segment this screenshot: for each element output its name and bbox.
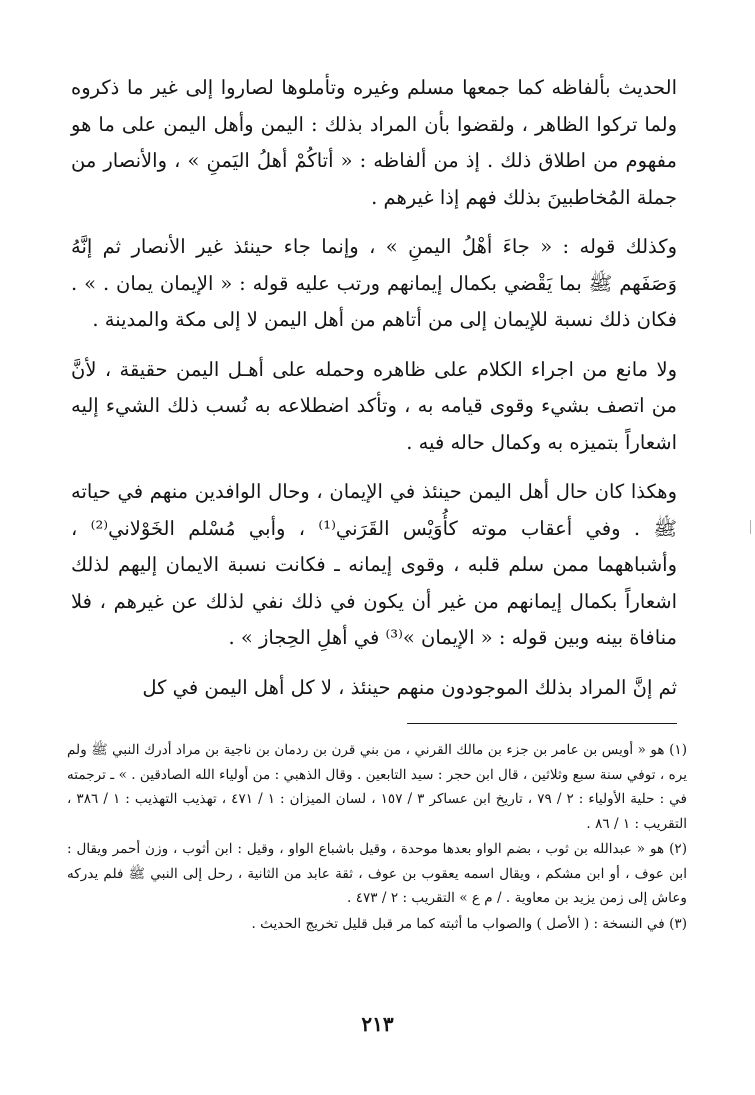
footnote-separator: [407, 723, 677, 724]
footnotes: [67, 738, 687, 937]
paragraph-2: وكذلك قوله : « جاءَ أهْلُ اليمنِ » ، وإنما جاء حينئذ غير الأنصار ثم إنَّهُ وَصَفَهم ﷺ بما يَقْضي بكمال إيمانهم ورتب عليه قوله : « الإيمان يمان . » . فكان ذلك نسبة للإيمان إلى من أتاهم من أهل اليمن لا إلى مكة والمدينة .: [71, 235, 677, 331]
footnote-1: [67, 738, 687, 836]
footnote-text: هو « عبدالله بن ثوب ، بضم الواو بعدها موحدة ، وقيل باشباع الواو ، وقيل : ابن أثوب ، وزن أحمر ويقال : ابن عوف ، أو ابن مشكم ، ويقال اسمه يعقوب بن عوف ، ثقة عابد من الثانية ، رحل إلى النبي ﷺ فلم يدركه وعاش إلى زمن يزيد بن معاوية . / م ع » التقريب : ٢ / ٤٧٣ .: [67, 841, 687, 906]
paragraph-4: وهكذا كان حال أهل اليمن حينئذ في الإيمان ، وحال الوافدين منهم في حياته ﷺ . وفي أعقاب موته كأُوَيْس القَرَني⁽¹⁾ ، وأبي مُسْلم الخَوْلاني⁽²⁾ ، وأشباههما ممن سلم قلبه ، وقوى إيمانه ـ فكانت نسبة الايمان إليهم لذلك اشعاراً بكمال إيمانهم من غير أن يكون في ذلك نفي لذلك عن غيرهم ، فلا منافاة بينه وبين قوله : « الإيمان »⁽³⁾ في أهلِ الحِجاز » .: [71, 480, 677, 649]
page-number: ٢١٣: [361, 1012, 394, 1036]
footnote-number: (١): [669, 742, 687, 758]
footnote-text: في النسخة : ( الأصل ) والصواب ما أثبته كما مر قبل قليل تخريج الحديث .: [251, 915, 665, 932]
margin-mark: [750, 520, 751, 534]
footnote-3: [67, 912, 687, 937]
paragraph-3: ولا مانع من اجراء الكلام على ظاهره وحمله على أهـل اليمن حقيقة ، لأنَّ من اتصف بشيء وقوى قيامه به ، وتأكد اضطلاعه به نُسب ذلك الشيء إليه اشعاراً بتميزه به وكمال حاله فيه .: [71, 357, 677, 454]
paragraph-5: ثم إنَّ المراد بذلك الموجودون منهم حينئذ ، لا كل أهل اليمن في كل: [142, 675, 677, 699]
paragraph-1: الحديث بألفاظه كما جمعها مسلم وغيره وتأملوها لصاروا إلى غير ما ذكروه ولما تركوا الظاهر ، ولقضوا بأن المراد بذلك : اليمن وأهل اليمن على ما هو مفهوم من اطلاق ذلك . إذ من ألفاظه : « أتاكُمْ أهلُ اليَمنِ » ، والأنصار من جملة المُخاطبينَ بذلك فهم إذا غيرهم .: [71, 76, 677, 209]
footnote-number: (٣): [669, 915, 687, 932]
footnote-number: (٢): [669, 841, 687, 857]
footnote-text: هو « أويس بن عامر بن جزء بن مالك القرني ، من بني قرن بن ردمان بن ناجية بن مراد أدرك النبي ﷺ ولم يره ، توفي سنة سبع وثلاثين ، قال ابن حجر : سيد التابعين . وقال الذهبي : من أولياء الله الصادقين . » ـ ترجمته في : حلية الأولياء : ٢ / ٧٩ ، تاريخ ابن عساكر ٣ / ١٥٧ ، لسان الميزان : ١ / ٤٧١ ، تهذيب التهذيب : ١ / ٣٨٦ ، التقريب : ١ / ٨٦ .: [67, 742, 687, 832]
main-text: [71, 70, 677, 706]
footnote-2: [67, 837, 687, 911]
